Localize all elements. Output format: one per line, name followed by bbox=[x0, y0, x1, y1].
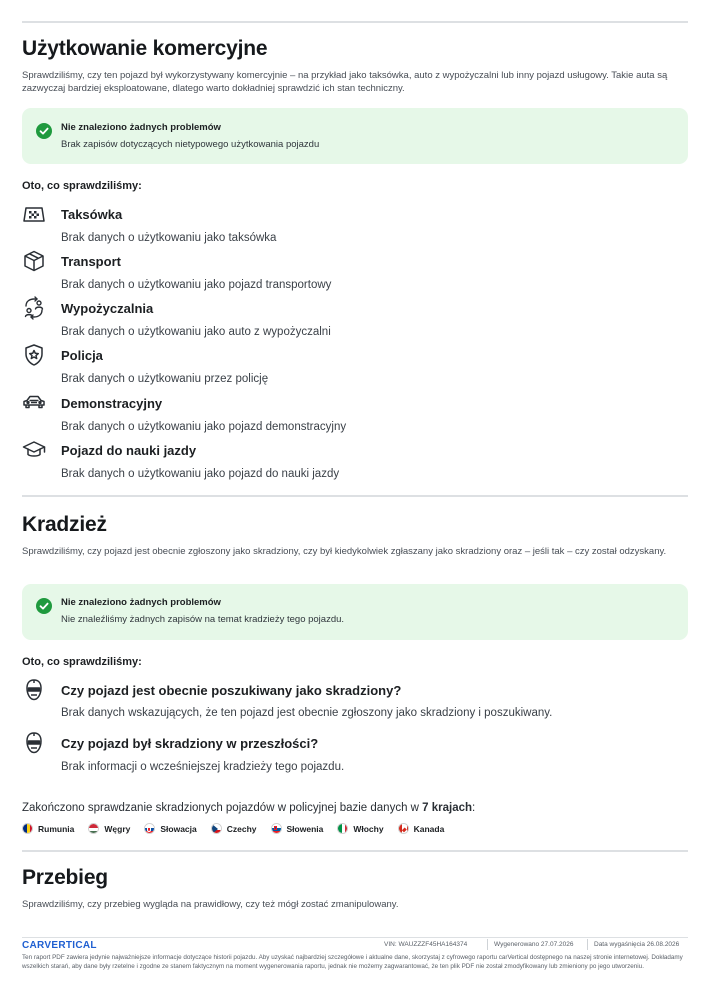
item-title-taxi: Taksówka bbox=[61, 207, 123, 222]
graduation-cap-icon bbox=[22, 438, 46, 462]
item-text-driving-school: Brak danych o użytkowaniu jako pojazd do nauki jazdy bbox=[61, 468, 340, 480]
flag-hungary-icon bbox=[88, 823, 99, 834]
country-slovenia bbox=[271, 823, 324, 834]
summary-suffix: : bbox=[472, 802, 476, 814]
item-title-currently-wanted: Czy pojazd jest obecnie poszukiwany jako skradziony? bbox=[61, 683, 402, 698]
country-name: Węgry bbox=[104, 823, 131, 834]
flag-czechia-icon bbox=[211, 823, 222, 834]
section-description-theft: Sprawdziliśmy, czy pojazd jest obecnie zgłoszony jako skradziony, czy był kiedykolwiek zgłaszany jako skradziony oraz – jeśli tak – czy został odzyskany. bbox=[22, 546, 667, 557]
taxi-icon bbox=[22, 202, 46, 226]
thief-mask-icon bbox=[22, 731, 46, 755]
status-text: Brak zapisów dotyczących nietypowego użytkowania pojazdu bbox=[61, 139, 320, 150]
summary-country-count: 7 krajach bbox=[422, 802, 473, 814]
country-name: Słowacja bbox=[160, 823, 197, 834]
item-title-rental: Wypożyczalnia bbox=[61, 301, 154, 316]
country-name: Włochy bbox=[353, 823, 384, 834]
flag-romania-icon bbox=[22, 823, 33, 834]
item-text-rental: Brak danych o użytkowaniu jako auto z wypożyczalni bbox=[61, 326, 331, 338]
summary-prefix: Zakończono sprawdzanie skradzionych pojazdów w policyjnej bazie danych w bbox=[22, 802, 423, 814]
item-title-transport: Transport bbox=[61, 254, 121, 269]
police-badge-icon bbox=[22, 343, 46, 367]
logo-part-vertical: VERTICAL bbox=[44, 940, 97, 951]
top-divider bbox=[22, 21, 688, 23]
country-name: Kanada bbox=[413, 823, 445, 834]
car-demo-icon bbox=[22, 390, 46, 414]
checked-heading-theft: Oto, co sprawdziliśmy: bbox=[22, 656, 142, 668]
section-description-mileage: Sprawdziliśmy, czy przebieg wygląda na prawidłowy, czy też mógł zostać zmanipulowany. bbox=[22, 899, 399, 910]
flag-slovakia-icon bbox=[144, 823, 155, 834]
rental-swap-icon bbox=[22, 296, 46, 320]
item-title-driving-school: Pojazd do nauki jazdy bbox=[61, 443, 197, 458]
check-circle-icon bbox=[36, 598, 52, 614]
item-text-demo: Brak danych o użytkowaniu jako pojazd demonstracyjny bbox=[61, 421, 347, 433]
flag-italy-icon bbox=[337, 823, 348, 834]
checked-heading-commercial: Oto, co sprawdziliśmy: bbox=[22, 180, 142, 192]
section-title-commercial: Użytkowanie komercyjne bbox=[22, 37, 268, 60]
item-text-police: Brak danych o użytkowaniu przez policję bbox=[61, 373, 269, 385]
section-title-theft: Kradzież bbox=[22, 513, 107, 536]
footer-vin: VIN: WAUZZZF45HA164374 bbox=[384, 941, 468, 948]
theft-divider bbox=[22, 495, 688, 497]
status-box-theft bbox=[22, 584, 688, 640]
country-slovakia bbox=[144, 823, 196, 834]
carvertical-logo bbox=[22, 940, 97, 951]
flag-slovenia-icon bbox=[271, 823, 282, 834]
footer-separator bbox=[587, 939, 588, 950]
check-circle-icon bbox=[36, 123, 52, 139]
status-title: Nie znaleziono żadnych problemów bbox=[61, 122, 221, 133]
country-name: Czechy bbox=[226, 823, 257, 834]
item-title-stolen-past: Czy pojazd był skradziony w przeszłości? bbox=[61, 736, 319, 751]
item-text-taxi: Brak danych o użytkowaniu jako taksówka bbox=[61, 232, 277, 244]
status-box-commercial bbox=[22, 108, 688, 164]
country-italy bbox=[337, 823, 383, 834]
status-text: Nie znaleźliśmy żadnych zapisów na temat kradzieży tego pojazdu. bbox=[61, 614, 345, 625]
section-title-mileage: Przebieg bbox=[22, 866, 108, 889]
country-hungary bbox=[88, 823, 130, 834]
item-title-police: Policja bbox=[61, 348, 103, 363]
logo-part-car: CAR bbox=[22, 940, 45, 951]
country-canada bbox=[398, 823, 445, 834]
footer-disclaimer: Ten raport PDF zawiera jedynie najważniejsze informacje dotyczące historii pojazdu. Aby uzyskać najbardziej szczegółowe i aktualne dane, skorzystaj z cyfrowego raportu carVertical dostępnego na naszej stronie internetowej. Dokładamy wszelkich starań, aby dane były rzetelne i zgodne ze stanem faktycznym na moment wygenerowania raportu, jednak nie możemy zagwarantować, że ten plik PDF nie został zmodyfikowany lub zmieniony po jego utworzeniu. bbox=[22, 954, 683, 970]
item-text-stolen-past: Brak informacji o wcześniejszej kradzieży tego pojazdu. bbox=[61, 761, 345, 773]
box-icon bbox=[22, 249, 46, 273]
footer-expiry-date: Data wygaśnięcia 26.08.2026 bbox=[594, 941, 680, 948]
status-title: Nie znaleziono żadnych problemów bbox=[61, 597, 221, 608]
thief-mask-icon bbox=[22, 678, 46, 702]
country-name: Rumunia bbox=[38, 823, 75, 834]
section-description-commercial: Sprawdziliśmy, czy ten pojazd był wykorzystywany komercyjnie – na przykład jako taksówka, auto z wypożyczalni lub inny pojazd usługowy. Takie auta są zazwyczaj bardziej eksploatowane, dlatego warto dokładniej sprawdzić ich stan techniczny. bbox=[22, 70, 668, 94]
police-database-summary bbox=[22, 802, 475, 814]
mileage-divider bbox=[22, 850, 688, 852]
flag-canada-icon bbox=[398, 823, 409, 834]
footer-generated-date: Wygenerowano 27.07.2026 bbox=[494, 941, 574, 948]
country-romania bbox=[22, 823, 74, 834]
footer-divider bbox=[22, 937, 688, 938]
item-text-transport: Brak danych o użytkowaniu jako pojazd transportowy bbox=[61, 279, 332, 291]
country-flags-list bbox=[22, 823, 458, 834]
country-name: Słowenia bbox=[286, 823, 324, 834]
item-title-demo: Demonstracyjny bbox=[61, 396, 163, 411]
footer-separator bbox=[487, 939, 488, 950]
country-czechia bbox=[211, 823, 257, 834]
item-text-currently-wanted: Brak danych wskazujących, że ten pojazd jest obecnie zgłoszony jako skradziony i poszukiwany. bbox=[61, 707, 553, 719]
